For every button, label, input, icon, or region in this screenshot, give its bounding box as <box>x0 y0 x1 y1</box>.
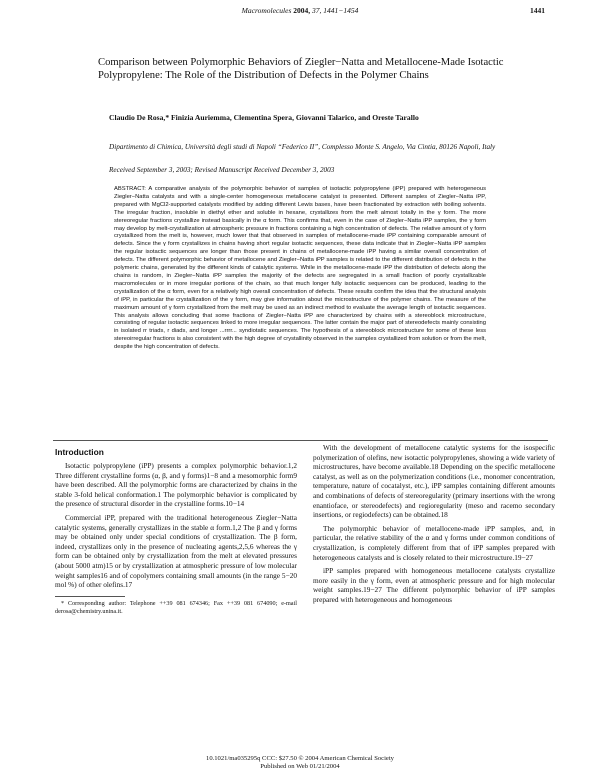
page-number: 1441 <box>530 6 545 15</box>
paragraph: iPP samples prepared with homogeneous metallocene catalysts crystallize more easily in the γ form, even at atmospheric pressure and for high molecular weight samples.19−27 The different polymorphic behavior of iPP samples prepared with heterogeneous and homogeneous <box>313 566 555 604</box>
paragraph: Commercial iPP, prepared with the traditional heterogeneous Ziegler−Natta catalytic systems, generally crystallizes in the stable α form.1,2 The β and γ forms may be obtained only under special conditions of crystallization. The β form, indeed, crystallizes only in the presence of nucleating agents,2,5,6 whereas the γ form can be obtained only by crystallization from the melt at elevated pressures (about 5000 atm)15 or by crystallization at atmospheric pressure of low molecular weight samples16 and of copolymers containing small amounts (in the range 5−20 mol %) of other olefins.17 <box>55 512 297 590</box>
received-dates: Received September 3, 2003; Revised Manuscript Received December 3, 2003 <box>109 166 335 174</box>
left-column <box>55 443 297 616</box>
abstract: ABSTRACT: A comparative analysis of the polymorphic behavior of samples of isotactic polypropylene (iPP) prepared with heterogeneous Ziegler−Natta catalysts and with a single-center homogeneous metallocene catalyst is presented. Different samples of Ziegler−Natta iPP, prepared with MgCl2-supported catalysts modified by adding different Lewis bases, have been fractionated by extraction with boiling solvents. The irregular fraction, insoluble in diethyl ether and soluble in hexane, crystallizes from the melt almost totally in the γ form. The more stereoregular fractions crystallize instead basically in the α form. This confirms that, even in the case of Ziegler−Natta iPP samples, the γ form may develop by melt-crystallization at atmospheric pressure in fractions containing a high concentration of defects. The relative amount of γ form crystallized from the melt is, however, much lower that that observed in samples of metallocene-made iPP containing comparable amount of defects. Since the γ form crystallizes in chains having short regular isotactic sequences, these data indicate that in Ziegler−Natta iPP samples the regular isotactic sequences are longer than those present in chains of metallocene-made iPP having a similar overall concentration of defects. The different polymorphic behavior of metallocene and Ziegler−Natta iPP samples is related to the different distribution of defects in the polymeric chains, generated by the different kinds of catalytic systems. While in the metallocene-made iPP the distribution of defects along the chains is random, in Ziegler−Natta iPP samples the majority of the defects are segregated in a small fraction of poorly crystallizable macromolecules or in more irregular portions of the chain, so that much longer fully isotactic sequences can be produced, leading to the crystallization of the α form, even for a relatively high overall concentration of defects. These results confirm the idea that the structural analysis of iPP, in particular the crystallization of the γ form, may give information about the microstructure of the polymer chains. The measure of the maximum amount of γ form crystallized from the melt may be used as an indirect method to evaluate the average length of isotactic sequences. This analysis allows concluding that some fractions of Ziegler−Natta iPP are characterized by chains with a stereoblock microstructure, consisting of regular isotactic sequences linked to more irregular sequences. The latter contain the major part of stereodefects mainly consisting in isolated rr triads, r diads, and longer ...rrrr... syndiotatic sequences. The hypothesis of a stereoblock microstructure for some of these less stereoirregular fractions is also consistent with the high degree of crystallinity observed in the samples crystallized from solution or from the melt, despite the high concentration of defects. <box>114 186 486 351</box>
journal-volume: 37, <box>312 6 322 15</box>
affiliation: Dipartimento di Chimica, Università degli studi di Napoli “Federico II”, Complesso Monte S. Angelo, Via Cintia, 80126 Napoli, Italy <box>109 143 496 151</box>
footnote-divider <box>55 596 125 597</box>
paragraph: With the development of metallocene catalytic systems for the isospecific polymerization of olefins, new isotactic polypropylenes, showing a wide variety of microstructures, have become available.18 Depending on the specific metallocene catalyst, as well as on the polymerization conditions (i.e., monomer concentration, temperature, nature of cocatalyst, etc.), iPP samples containing different amounts and combinations of defects of stereoregularity (primary insertions with the wrong enantioface, or stereodefects) and regioregularity (meso and racemo secondary insertions, or regiodefects) can be obtained.18 <box>313 443 555 520</box>
paragraph: The polymorphic behavior of metallocene-made iPP samples, and, in particular, the relative stability of the α and γ forms under common conditions of crystallization, is completely different from that of iPP samples prepared with heterogeneous catalysts and is closely related to their microstructure.19−27 <box>313 523 555 562</box>
right-column <box>313 443 555 609</box>
paragraph: Isotactic polypropylene (iPP) presents a complex polymorphic behavior.1,2 Three different crystalline forms (α, β, and γ forms)1−8 and a mesomorphic form9 have been described. All the polymorphic forms are characterized by chains in the stable 3-fold helical conformation.1 The polymorphic behavior is complicated by the presence of structural disorder in the crystalline forms.10−14 <box>55 461 297 509</box>
section-heading: Introduction <box>55 447 104 457</box>
journal-pages: 1441−1454 <box>323 6 359 15</box>
corresponding-author-footnote: * Corresponding author: Telephone ++39 081 674346; Fax ++39 081 674090; e-mail derosa@chemistry.unina.it. <box>55 599 297 615</box>
paper-title: Comparison between Polymorphic Behaviors of Ziegler−Natta and Metallocene-Made Isotactic Polypropylene: The Role of the Distribution of Defects in the Polymer Chains <box>98 57 504 82</box>
doi-copyright: 10.1021/ma035295q CCC: $27.50 © 2004 American Chemical Society <box>206 755 394 762</box>
section-divider <box>53 440 548 441</box>
page-footer <box>0 755 600 771</box>
publication-date: Published on Web 01/21/2004 <box>260 763 340 770</box>
journal-citation <box>0 6 600 15</box>
author-list: Claudio De Rosa,* Finizia Auriemma, Clementina Spera, Giovanni Talarico, and Oreste Tarallo <box>109 113 419 122</box>
journal-year: 2004, <box>293 6 311 15</box>
running-header <box>0 6 600 20</box>
journal-name: Macromolecules <box>241 6 292 15</box>
